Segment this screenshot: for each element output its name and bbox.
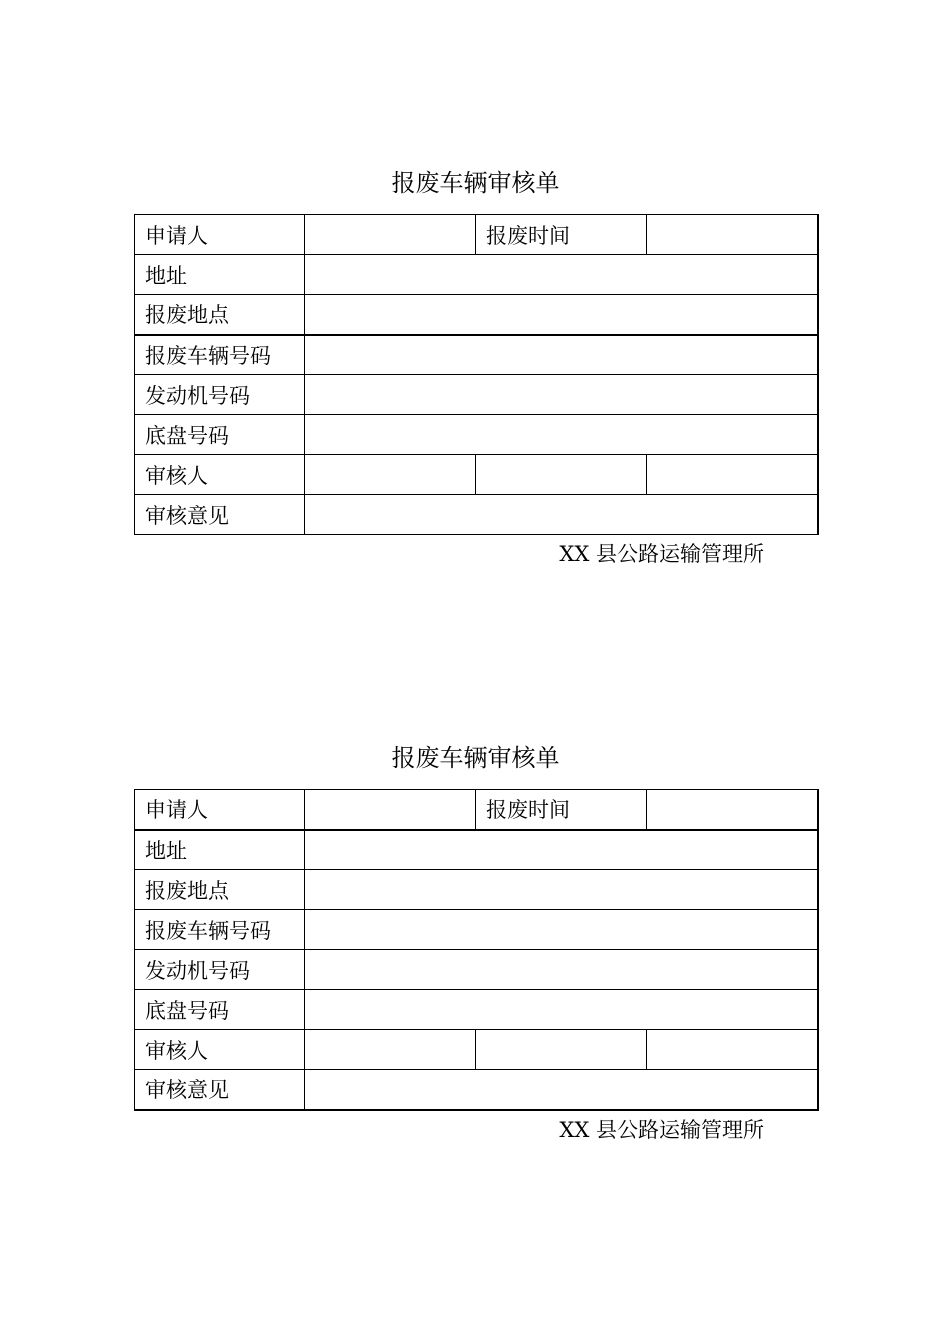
form-title: 报废车辆审核单 xyxy=(391,744,560,772)
table-row xyxy=(135,455,818,495)
scrap-review-form-2 xyxy=(134,741,817,1143)
applicant-field[interactable] xyxy=(305,215,476,255)
issuing-organization: XX 县公路运输管理所 xyxy=(559,1117,764,1142)
reviewer-field-1[interactable] xyxy=(305,455,476,495)
scrap-time-field[interactable] xyxy=(647,790,818,830)
review-table xyxy=(134,214,819,535)
engine-number-field[interactable] xyxy=(305,375,818,415)
reviewer-field-2[interactable] xyxy=(476,455,647,495)
engine-number-label: 发动机号码 xyxy=(135,950,305,990)
table-row xyxy=(135,495,818,535)
address-label: 地址 xyxy=(135,255,305,295)
chassis-number-field[interactable] xyxy=(305,990,818,1030)
reviewer-field-1[interactable] xyxy=(305,1030,476,1070)
review-table xyxy=(134,789,819,1111)
review-opinion-field[interactable] xyxy=(305,495,818,535)
applicant-label: 申请人 xyxy=(135,790,305,830)
table-row xyxy=(135,790,818,830)
scrap-time-field[interactable] xyxy=(647,215,818,255)
issuing-organization: XX 县公路运输管理所 xyxy=(559,542,764,566)
table-row xyxy=(135,1030,818,1070)
table-row xyxy=(135,830,818,870)
applicant-field[interactable] xyxy=(305,790,476,830)
chassis-number-label: 底盘号码 xyxy=(135,990,305,1030)
engine-number-label: 发动机号码 xyxy=(135,375,305,415)
scrap-time-label: 报废时间 xyxy=(476,215,647,255)
address-label: 地址 xyxy=(135,830,305,870)
review-opinion-field[interactable] xyxy=(305,1070,818,1110)
chassis-number-field[interactable] xyxy=(305,415,818,455)
scrap-location-field[interactable] xyxy=(305,870,818,910)
table-row xyxy=(135,295,818,335)
scrap-location-label: 报废地点 xyxy=(135,295,305,335)
table-row xyxy=(135,255,818,295)
reviewer-field-2[interactable] xyxy=(476,1030,647,1070)
review-opinion-label: 审核意见 xyxy=(135,1070,305,1110)
vehicle-number-label: 报废车辆号码 xyxy=(135,910,305,950)
table-row xyxy=(135,375,818,415)
reviewer-field-3[interactable] xyxy=(647,455,818,495)
reviewer-label: 审核人 xyxy=(135,455,305,495)
table-row xyxy=(135,215,818,255)
reviewer-field-3[interactable] xyxy=(647,1030,818,1070)
table-row xyxy=(135,1070,818,1110)
applicant-label: 申请人 xyxy=(135,215,305,255)
table-row xyxy=(135,415,818,455)
address-field[interactable] xyxy=(305,255,818,295)
form-title: 报废车辆审核单 xyxy=(391,169,560,197)
address-field[interactable] xyxy=(305,830,818,870)
engine-number-field[interactable] xyxy=(305,950,818,990)
vehicle-number-label: 报废车辆号码 xyxy=(135,335,305,375)
table-row xyxy=(135,870,818,910)
vehicle-number-field[interactable] xyxy=(305,335,818,375)
table-row xyxy=(135,990,818,1030)
vehicle-number-field[interactable] xyxy=(305,910,818,950)
scrap-time-label: 报废时间 xyxy=(476,790,647,830)
scrap-review-form-1 xyxy=(134,166,817,567)
table-row xyxy=(135,950,818,990)
table-row xyxy=(135,910,818,950)
scrap-location-label: 报废地点 xyxy=(135,870,305,910)
scrap-location-field[interactable] xyxy=(305,295,818,335)
reviewer-label: 审核人 xyxy=(135,1030,305,1070)
chassis-number-label: 底盘号码 xyxy=(135,415,305,455)
table-row xyxy=(135,335,818,375)
review-opinion-label: 审核意见 xyxy=(135,495,305,535)
